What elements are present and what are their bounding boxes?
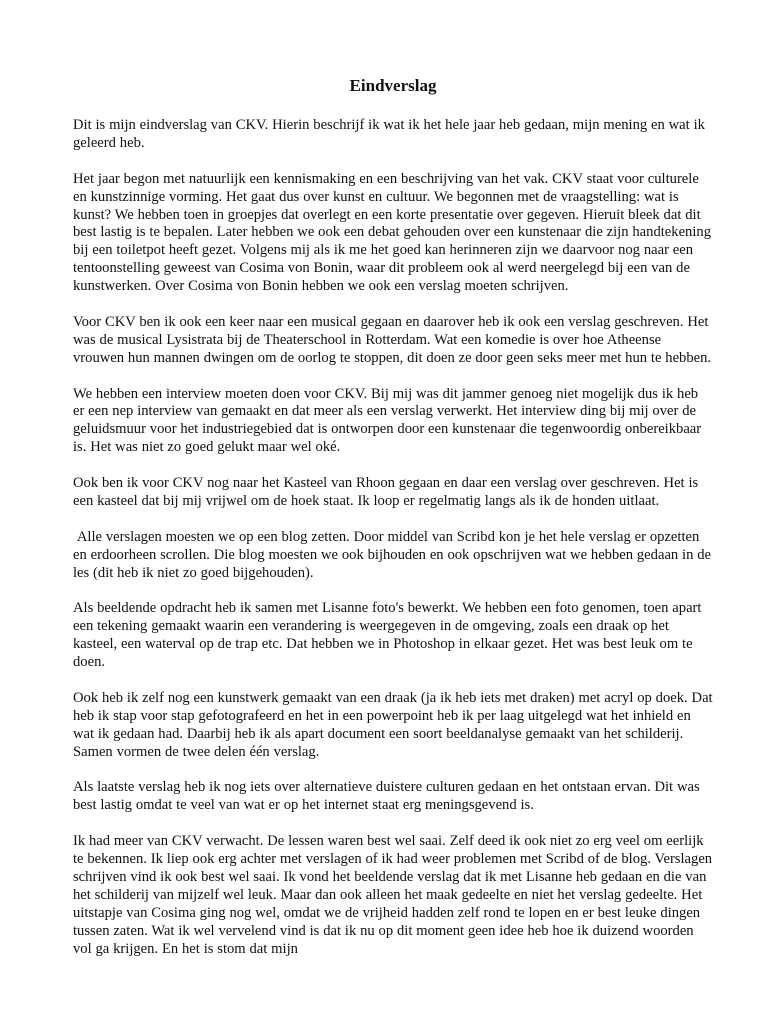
paragraph-kasteel: Ook ben ik voor CKV nog naar het Kasteel van Rhoon gegaan en daar een verslag over geschreven. Het is een kasteel dat bij mij vrijwel om de hoek staat. Ik loop er regelmatig langs als ik de honden uitlaat.: [73, 475, 699, 509]
paragraph-start-year: Het jaar begon met natuurlijk een kennismaking en een beschrijving van het vak. CKV staat voor culturele en kunstzinnige vorming. Het gaat dus over kunst en cultuur. We begonnen met de vraagstelling: wat is kunst? We hebben toen in groepjes dat overlegt en een korte presentatie over gegeven. Hieruit bleek dat dit best lastig is te bepalen. Later hebben we ook een debat gehouden over een kunstenaar die zijn handtekening bij een toiletpot heeft gezet. Volgens mij als ik me het goed kan herinneren zijn we daarvoor nog naar een tentoonstelling geweest van Cosima von Bonin, waar dit probleem ook al werd neergelegd bij een van de kunstwerken. Over Cosima von Bonin hebben we ook een verslag moeten schrijven.: [73, 170, 711, 295]
paragraph-laatste-verslag: Als laatste verslag heb ik nog iets over alternatieve duistere culturen gedaan en het ontstaan ervan. Dit was best lastig omdat te veel van wat er op het internet staat erg meningsgevend is.: [73, 779, 700, 814]
paragraph-mening: Ik had meer van CKV verwacht. De lessen waren best wel saai. Zelf deed ik ook niet zo erg veel om eerlijk te bekennen. Ik liep ook erg achter met verslagen of ik had weer problemen met Scribd of de blog. Verslagen schrijven vind ik ook best wel saai. Ik vond het beeldende verslag dat ik met Lisanne heb gedaan en die van het schilderij van mijzelf wel leuk. Maar dan ook alleen het maak gedeelte en niet het verslag gedeelte. Het uitstapje van Cosima ging nog wel, omdat we de vrijheid hadden zelf rond te lopen en er best leuke dingen tussen zaten. Wat ik wel vervelend vind is dat ik nu op dit moment geen idee heb hoe ik duizend woorden vol ga krijgen. En het is stom dat mijn: [73, 833, 713, 957]
paragraph-intro: Dit is mijn eindverslag van CKV. Hierin beschrijf ik wat ik het hele jaar heb gedaan, mijn mening en wat ik geleerd heb.: [73, 117, 705, 151]
paragraph-beeldende-opdracht: Als beeldende opdracht heb ik samen met Lisanne foto's bewerkt. We hebben een foto genomen, toen apart een tekening gemaakt waarin een verandering is weergegeven in de omgeving, zoals een draak op het kasteel, een waterval op de trap etc. Dat hebben we in Photoshop in elkaar gezet. Het was best leuk om te doen.: [73, 600, 702, 671]
paragraph-blog: Alle verslagen moesten we op een blog zetten. Door middel van Scribd kon je het hele verslag er opzetten en erdoorheen scrollen. Die blog moesten we ook bijhouden en ook opschrijven wat we hebben gedaan in de les (dit heb ik niet zo goed bijgehouden).: [73, 528, 715, 581]
paragraph-musical: Voor CKV ben ik ook een keer naar een musical gegaan en daarover heb ik ook een verslag geschreven. Het was de musical Lysistrata bij de Theaterschool in Rotterdam. Wat een komedie is over hoe Atheense vrouwen hun mannen dwingen om de oorlog te stoppen, dit doen ze door geen seks meer met hun te hebben.: [73, 313, 712, 366]
document-page: [73, 74, 713, 976]
page-title: Eindverslag: [349, 76, 437, 95]
paragraph-interview: We hebben een interview moeten doen voor CKV. Bij mij was dit jammer genoeg niet mogelijk dus ik heb er een nep interview van gemaakt en dat meer als een verslag verwerkt. Het interview ding bij mij over de geluidsmuur voor het industriegebied dat is ontworpen door een kunstenaar die tegenwoordig onbereikbaar is. Het was niet zo goed gelukt maar wel oké.: [73, 385, 702, 456]
paragraph-kunstwerk-draak: Ook heb ik zelf nog een kunstwerk gemaakt van een draak (ja ik heb iets met draken) met acryl op doek. Dat heb ik stap voor stap gefotografeerd en het in een powerpoint heb ik per laag uitgelegd wat het inhield en wat ik gedaan had. Daarbij heb ik als apart document een soort beeldanalyse gemaakt van het schilderij. Samen vormen de twee delen één verslag.: [73, 689, 713, 760]
